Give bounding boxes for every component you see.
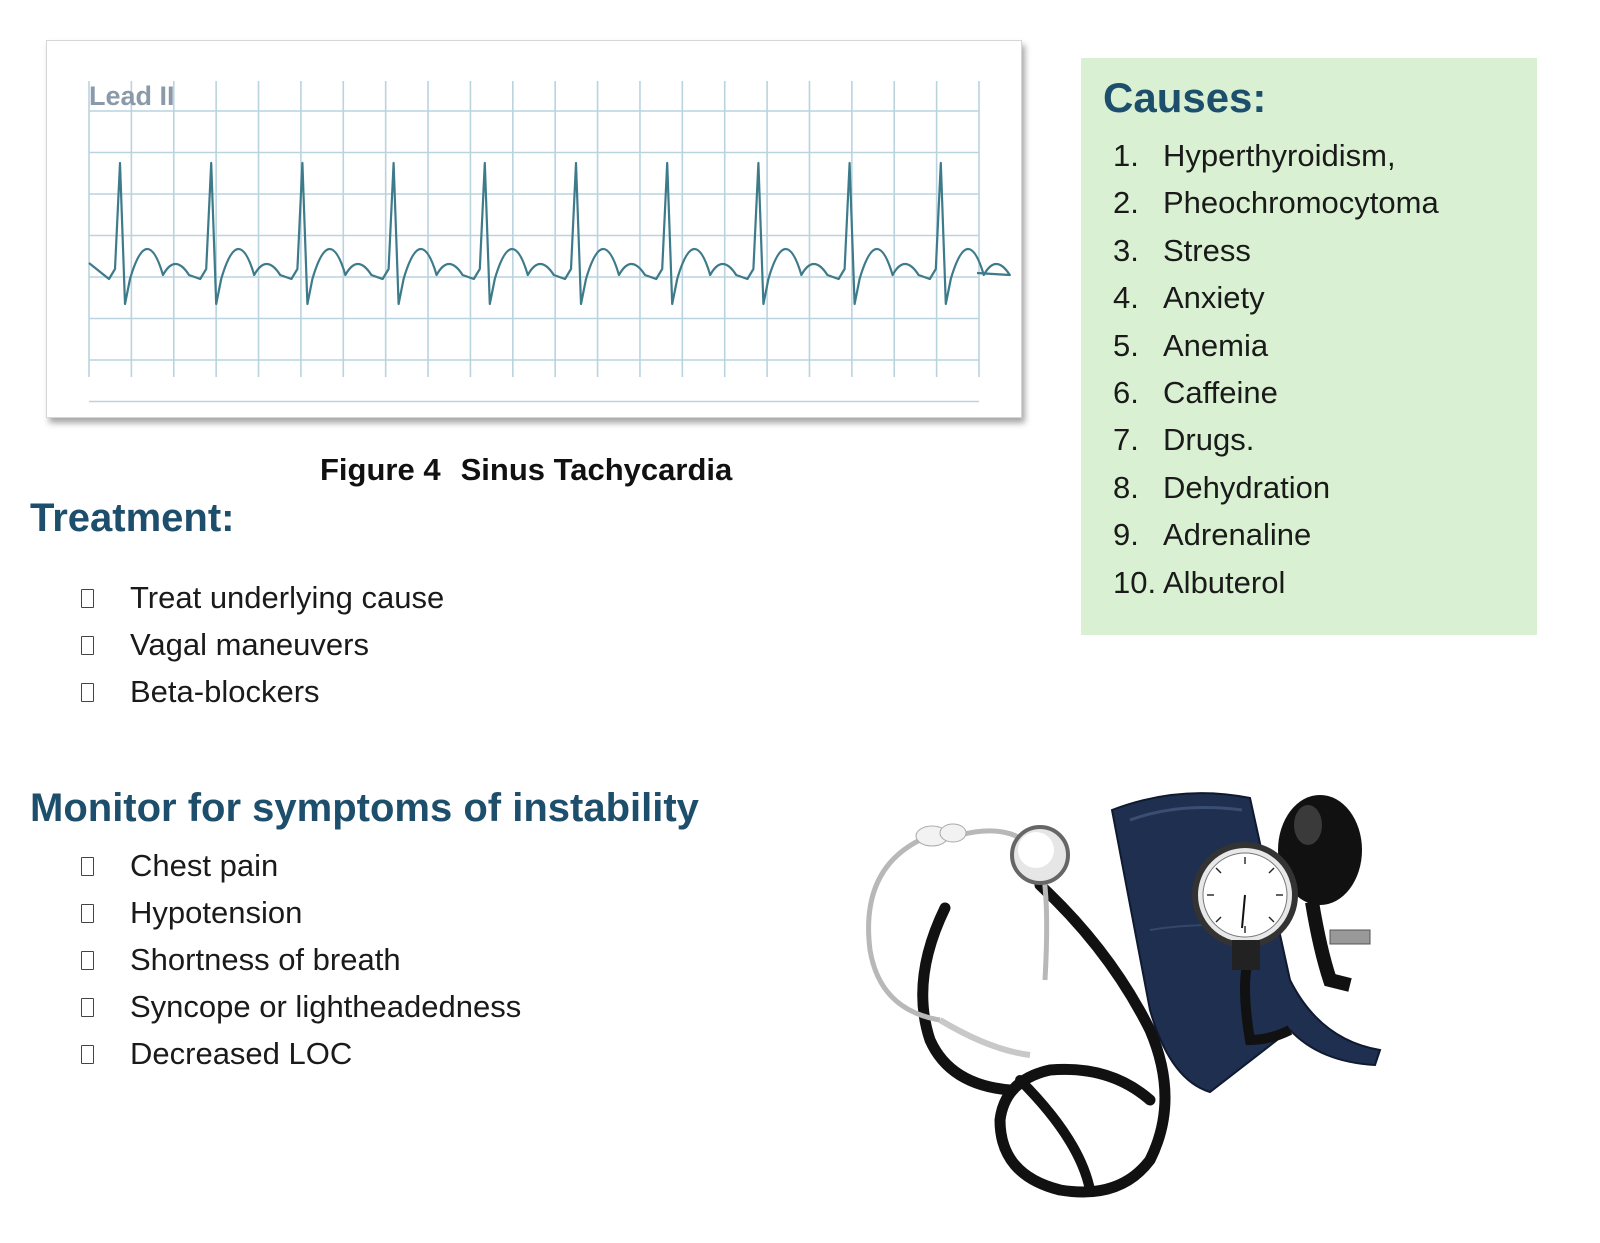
checkbox-bullet-icon (81, 636, 94, 655)
cause-number: 1. (1113, 138, 1139, 173)
checkbox-bullet-icon (81, 904, 94, 923)
cause-number: 4. (1113, 280, 1139, 316)
cause-text: Anemia (1163, 327, 1269, 363)
cause-text: Hyperthyroidism, (1163, 138, 1396, 173)
monitor-heading: Monitor for symptoms of instability (30, 786, 699, 830)
cause-text: Dehydration (1163, 469, 1331, 505)
figure-caption (320, 452, 732, 488)
cause-text: Stress (1163, 232, 1251, 268)
checkbox-bullet-icon (81, 857, 94, 876)
stethoscope-blood-pressure-cuff-image (850, 780, 1410, 1210)
cause-text: Pheochromocytoma (1163, 185, 1439, 221)
checkbox-bullet-icon (81, 951, 94, 970)
cause-number: 3. (1113, 232, 1139, 268)
stethoscope-tube-left (923, 908, 1010, 1090)
ecg-trace (89, 163, 1010, 304)
binaural-left (869, 840, 940, 1020)
gauge-neck (1232, 940, 1260, 970)
checkbox-bullet-icon (81, 1045, 94, 1064)
cause-text: Drugs. (1163, 422, 1255, 458)
lead-label: Lead II (89, 81, 175, 111)
checkbox-bullet-icon (81, 589, 94, 608)
cause-number: 9. (1113, 517, 1139, 553)
monitor-item-text: Syncope or lightheadedness (130, 989, 522, 1024)
figure-number: Figure 4 (320, 452, 441, 487)
monitor-item-text: Decreased LOC (130, 1036, 353, 1071)
causes-panel (1081, 58, 1537, 635)
release-valve (1330, 930, 1370, 944)
ear-tip-right (940, 824, 966, 842)
treatment-heading: Treatment: (30, 496, 235, 540)
checkbox-bullet-icon (81, 683, 94, 702)
cause-text: Caffeine (1163, 374, 1278, 410)
cause-text: Adrenaline (1163, 517, 1312, 553)
monitor-item-text: Chest pain (130, 848, 279, 883)
cause-number: 5. (1113, 327, 1139, 363)
monitor-item-text: Shortness of breath (130, 942, 401, 977)
cause-number: 8. (1113, 469, 1139, 505)
ecg-strip-figure (46, 40, 1022, 418)
monitor-item-text: Hypotension (130, 895, 303, 930)
cause-number: 10. (1113, 564, 1157, 600)
ecg-strip (47, 41, 1021, 417)
cause-text: Albuterol (1163, 564, 1286, 600)
bulb-highlight (1294, 805, 1322, 845)
causes-heading: Causes: (1103, 74, 1267, 121)
checkbox-bullet-icon (81, 998, 94, 1017)
treatment-item-text: Vagal maneuvers (130, 627, 369, 662)
cause-text: Anxiety (1163, 280, 1265, 316)
cause-number: 2. (1113, 185, 1139, 221)
treatment-item-text: Treat underlying cause (130, 580, 445, 615)
cause-number: 7. (1113, 422, 1139, 458)
figure-title: Sinus Tachycardia (460, 452, 733, 487)
cause-number: 6. (1113, 374, 1139, 410)
treatment-item-text: Beta-blockers (130, 674, 320, 709)
binaural-connector (940, 1020, 1030, 1055)
chestpiece-diaphragm (1018, 832, 1054, 868)
